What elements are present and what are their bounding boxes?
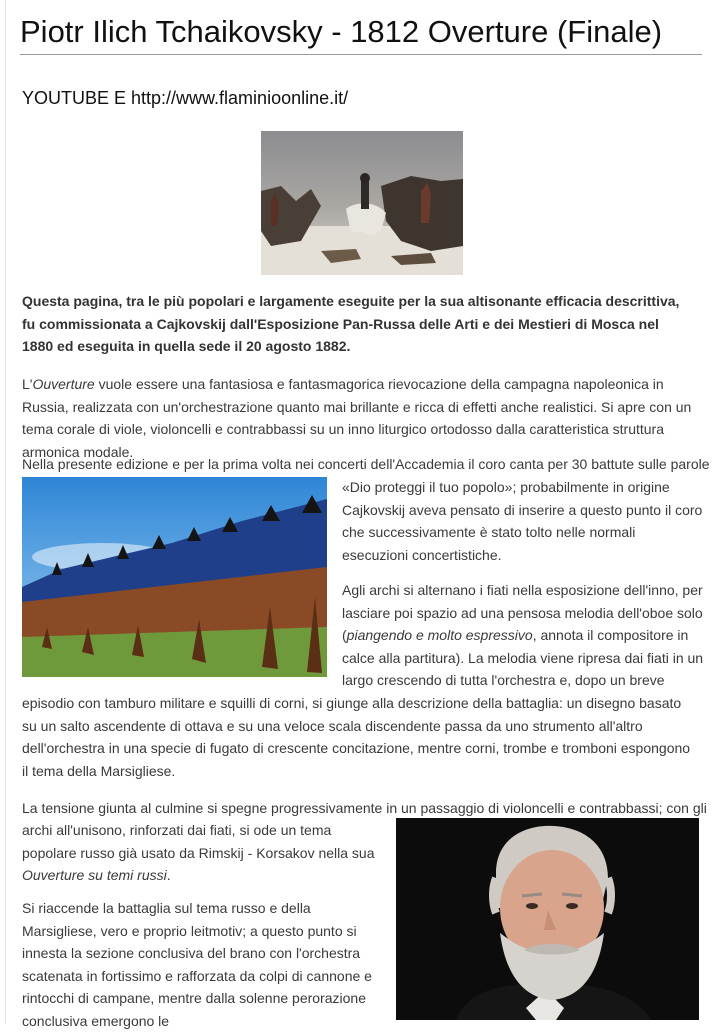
para4-italic: piangendo e molto espressivo xyxy=(346,627,533,644)
napoleon-retreat-painting xyxy=(261,131,463,275)
paragraph-coro-wrapped: «Dio proteggi il tuo popolo»; probabilmente in origine Cajkovskij aveva pensato di inserire a questo punto il coro che successivamente è stato tolto nelle normali esecuzioni concertistiche. xyxy=(342,479,703,563)
paragraph-tema-russo xyxy=(22,819,384,887)
paragraph-coro-line1: Nella presente edizione e per la prima volta nei concerti dell'Accademia il coro canta per 30 battute sulle parole xyxy=(22,456,710,472)
para5-wrapped: archi all'unisono, rinforzati dai fiati, si ode un tema popolare russo già usato da Rimskij - Korsakov nella sua xyxy=(22,822,375,861)
paragraph-battaglia: episodio con tamburo militare e squilli di corni, si giunge alla descrizione della battaglia: un disegno basato su un salto ascendente di ottava e su una veloce scala discendente passa da uno strumento all'altro dell'orchestra in una specie di fugato di crescente concitazione, mentre corni, trombe e tromboni espongono il tema della Marsigliese. xyxy=(22,695,691,779)
para4-after: , annota il compositore in calce alla partitura). La melodia viene ripresa dai fiati in un largo crescendo di tutta l'orchestra e, dopo un breve xyxy=(342,627,704,689)
para2-italic: Ouverture xyxy=(32,376,95,392)
paragraph-ouverture xyxy=(22,373,694,463)
page-title: Piotr Ilich Tchaikovsky - 1812 Overture (Finale) xyxy=(20,12,702,55)
left-border xyxy=(5,0,6,1024)
paragraph-tensione-line1: La tensione giunta al culmine si spegne progressivamente in un passaggio di violoncelli e contrabbassi; con gli xyxy=(22,800,707,816)
para2-prefix: L' xyxy=(22,376,33,392)
intro-paragraph xyxy=(22,290,682,358)
painting-graphic xyxy=(261,131,463,275)
para2-text: vuole essere una fantasiosa e fantasmagorica rievocazione della campagna napoleonica in Russia, realizzata con un'orchestrazione quanto mai brillante e ricca di effetti anche realistici. Si apre con un tema corale di viole, violoncelli e contrabbassi su un inno liturgico ortodosso dalla caratteristica struttura armonica modale. xyxy=(22,376,692,460)
para4-before: Agli archi si alternano i fiati nella esposizione dell'inno, per lasciare poi spazio ad una pensosa melodia dell'oboe solo ( xyxy=(342,582,703,644)
cavalry-photo xyxy=(22,477,327,677)
paragraph-finale: Si riaccende la battaglia sul tema russo e della Marsigliese, vero e proprio leitmotiv; a questo punto si innesta la sezione conclusiva del brano con l'orchestra scatenata in fortissimo e rafforzata da colpi di cannone e rintocchi di campane, mentre dalla solenne perorazione conclusiva emergono le xyxy=(22,900,372,1029)
para5-end: . xyxy=(166,867,171,884)
intro-bold-text: Questa pagina, tra le più popolari e largamente eseguite per la sua altisonante efficacia descrittiva, fu commissionata a Cajkovskij dall'Esposizione Pan-Russa delle Arti e dei Mestieri di Mosca nel 1880 ed eseguita in quella sede il 20 agosto 1882. xyxy=(22,293,680,355)
portrait-graphic xyxy=(396,818,699,1020)
tchaikovsky-portrait xyxy=(396,818,699,1020)
para5-italic: Ouverture su temi russi xyxy=(22,867,167,884)
cavalry-graphic xyxy=(22,477,327,677)
page-subtitle: YOUTUBE E http://www.flaminioonline.it/ xyxy=(22,88,349,108)
paragraph-fiati-wrapped xyxy=(342,579,704,692)
